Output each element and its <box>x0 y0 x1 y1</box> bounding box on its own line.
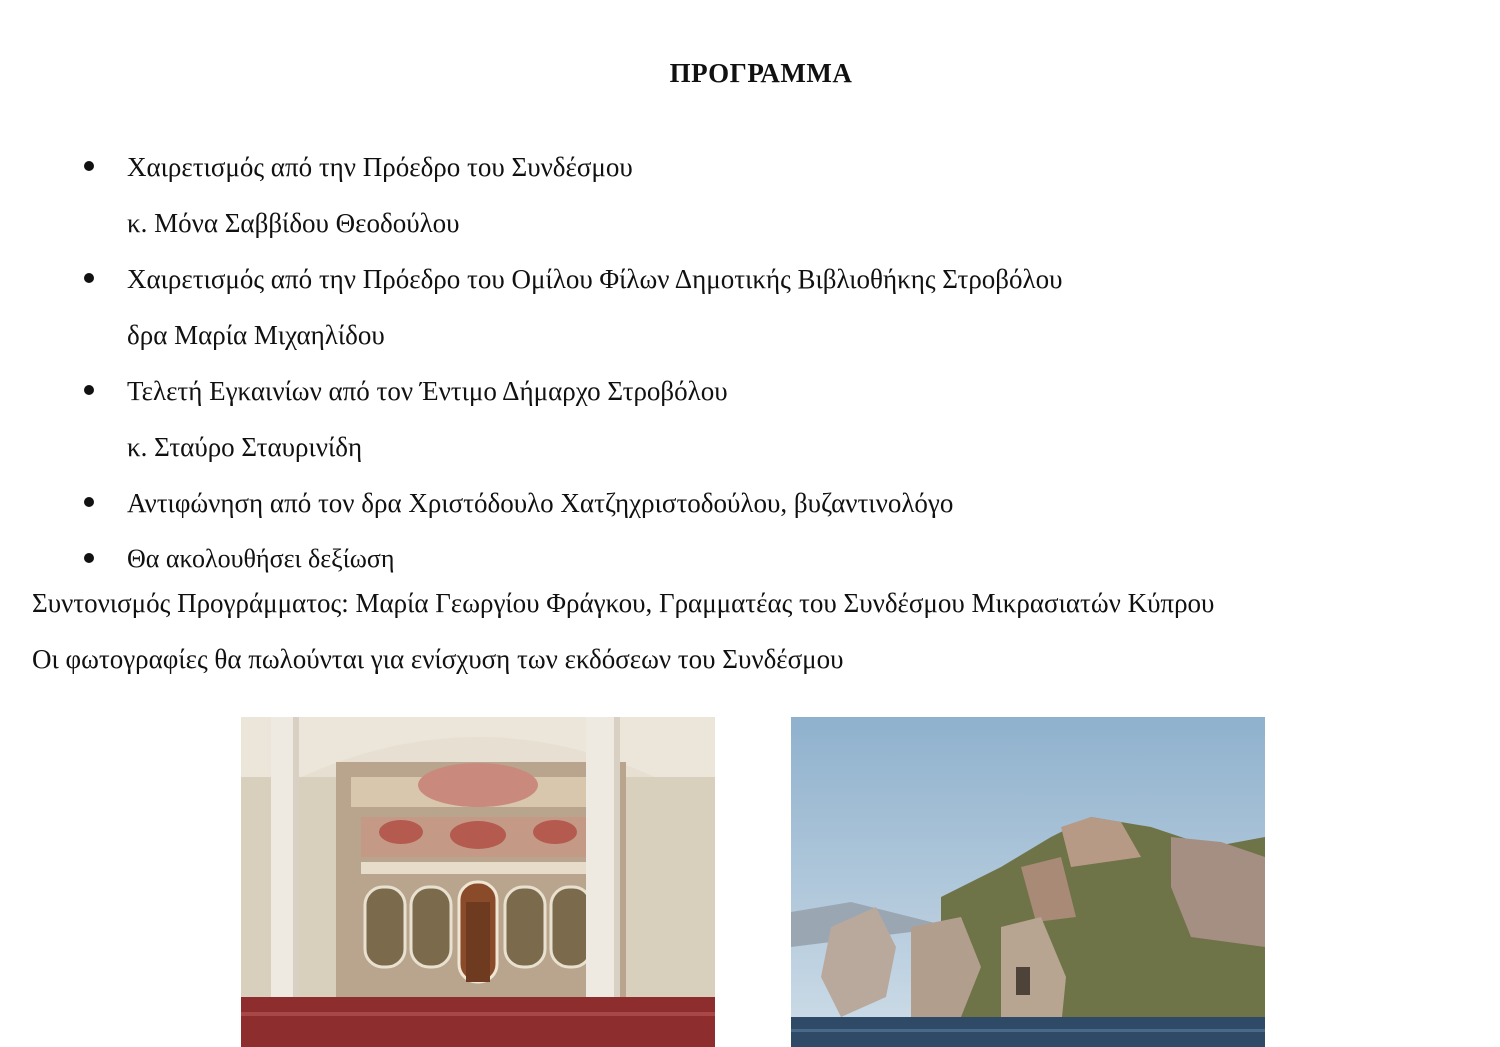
castle-ruins-photo <box>791 717 1265 1047</box>
program-item-line2: κ. Μόνα Σαββίδου Θεοδούλου <box>127 208 460 238</box>
program-item-line2: κ. Σταύρο Σταυρινίδη <box>127 432 363 462</box>
program-item <box>0 363 1500 475</box>
program-item-line1: Χαιρετισμός από την Πρόεδρο του Συνδέσμου <box>127 152 633 182</box>
program-item <box>0 139 1500 251</box>
program-list <box>0 139 1500 587</box>
bullet-icon <box>84 497 94 507</box>
church-interior-photo <box>241 717 715 1047</box>
bullet-icon <box>84 553 94 563</box>
bullet-icon <box>84 385 94 395</box>
program-item-line1: Θα ακολουθήσει δεξίωση <box>127 544 395 573</box>
coordination-text: Συντονισμός Προγράμματος: Μαρία Γεωργίου Φράγκου, Γραμματέας του Συνδέσμου Μικρασιατών Κύπρου <box>32 588 1215 618</box>
program-item <box>0 531 1500 587</box>
program-item-line1: Χαιρετισμός από την Πρόεδρο του Ομίλου Φίλων Δημοτικής Βιβλιοθήκης Στροβόλου <box>127 264 1063 294</box>
program-item-line1: Αντιφώνηση από τον δρα Χριστόδουλο Χατζηχριστοδούλου, βυζαντινολόγο <box>127 488 954 518</box>
bullet-icon <box>84 273 94 283</box>
program-item-line1: Τελετή Εγκαινίων από τον Έντιμο Δήμαρχο Στροβόλου <box>127 376 728 406</box>
page-title: ΠΡΟΓΡΑΜΜΑ <box>669 58 853 88</box>
program-item <box>0 475 1500 531</box>
program-item-line2: δρα Μαρία Μιχαηλίδου <box>127 320 385 350</box>
bullet-icon <box>84 161 94 171</box>
program-item <box>0 251 1500 363</box>
photos-note: Οι φωτογραφίες θα πωλούνται για ενίσχυση των εκδόσεων του Συνδέσμου <box>32 644 844 674</box>
